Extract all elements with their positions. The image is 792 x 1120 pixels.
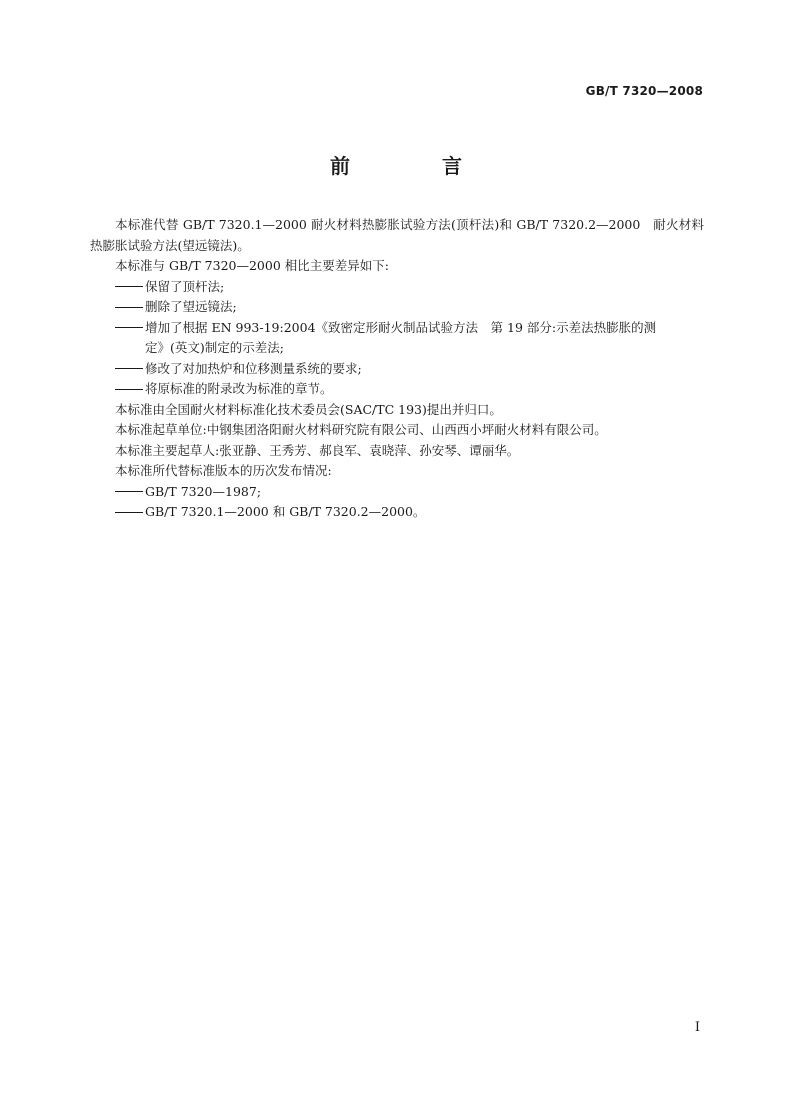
document-body bbox=[90, 215, 704, 523]
paragraph-history-intro: 本标准所代替标准版本的历次发布情况: bbox=[115, 463, 332, 478]
list-item bbox=[90, 297, 704, 318]
page-number: I bbox=[694, 1020, 700, 1035]
list-item-text: 将原标准的附录改为标准的章节。 bbox=[145, 381, 333, 396]
list-item bbox=[90, 502, 704, 523]
list-item bbox=[90, 359, 704, 380]
dash-mark bbox=[115, 491, 143, 493]
list-item bbox=[90, 379, 704, 400]
page-title: 前 言 bbox=[330, 154, 498, 178]
standard-number: GB/T 7320—2008 bbox=[585, 84, 703, 98]
paragraph-proposer: 本标准由全国耐火材料标准化技术委员会(SAC/TC 193)提出并归口。 bbox=[115, 401, 502, 417]
list-item-text: 增加了根据 EN 993-19:2004《致密定形耐火制品试验方法 第 19 部分:示差法热膨胀的测 bbox=[145, 319, 657, 335]
paragraph-replacement: 本标准代替 GB/T 7320.1—2000 耐火材料热膨胀试验方法(顶杆法)和 GB/T 7320.2—2000 耐火材料热膨胀试验方法(望远镜法)。 bbox=[90, 217, 704, 253]
list-item-text: 删除了望远镜法; bbox=[145, 299, 237, 314]
dash-mark bbox=[115, 368, 143, 370]
dash-mark bbox=[115, 327, 143, 329]
list-item-text: 修改了对加热炉和位移测量系统的要求; bbox=[145, 360, 362, 376]
list-item-text: 保留了顶杆法; bbox=[145, 278, 225, 294]
dash-mark bbox=[115, 307, 143, 309]
list-item-continuation: 定》(英文)制定的示差法; bbox=[145, 340, 284, 355]
paragraph-differences-intro: 本标准与 GB/T 7320—2000 相比主要差异如下: bbox=[115, 258, 389, 273]
list-item-text: GB/T 7320—1987; bbox=[145, 483, 262, 499]
list-item bbox=[90, 482, 704, 503]
dash-mark bbox=[115, 389, 143, 391]
list-item bbox=[90, 318, 704, 339]
dash-mark bbox=[115, 512, 143, 514]
list-item-text: GB/T 7320.1—2000 和 GB/T 7320.2—2000。 bbox=[145, 504, 426, 519]
paragraph-drafters: 本标准主要起草人:张亚静、王秀芳、郝良军、袁晓萍、孙安琴、谭丽华。 bbox=[115, 442, 520, 458]
list-item bbox=[90, 277, 704, 298]
dash-mark bbox=[115, 286, 143, 288]
paragraph-drafting-units: 本标准起草单位:中钢集团洛阳耐火材料研究院有限公司、山西西小坪耐火材料有限公司。 bbox=[115, 422, 607, 437]
